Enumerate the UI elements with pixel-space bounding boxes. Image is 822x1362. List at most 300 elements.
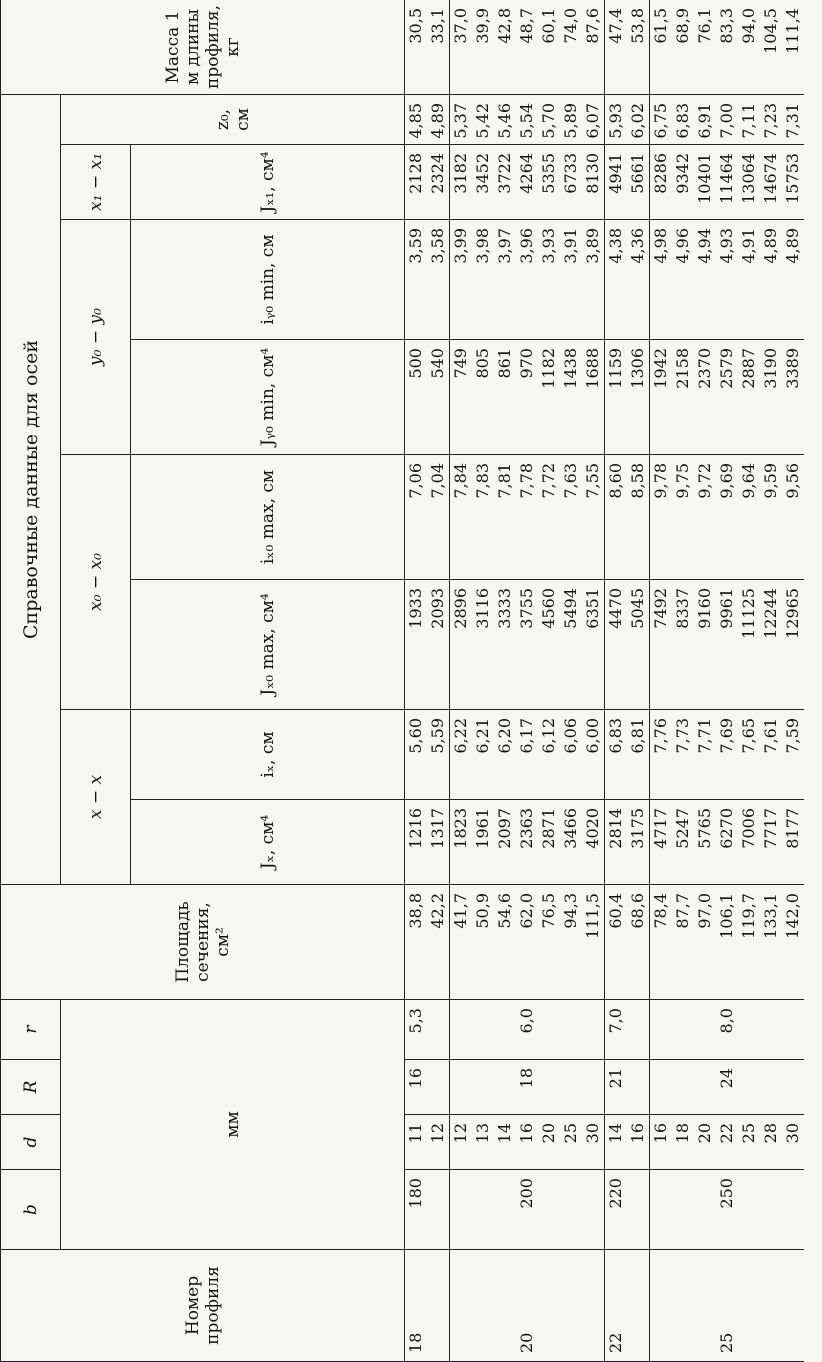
header-axis-x0: x₀ − x₀ [61,455,131,710]
cell-r [672,1000,694,1060]
cell-r [650,1060,673,1115]
cell-jy0: 500 [405,340,428,455]
cell-jx: 8177 [782,800,804,885]
cell-mass: 30,5 [405,0,428,95]
cell-z0: 4,89 [427,95,450,145]
cell-jx: 5247 [672,800,694,885]
cell-jy0: 749 [450,340,473,455]
cell-jx: 1961 [472,800,494,885]
table-row [760,0,782,1362]
cell-z0: 6,83 [672,95,694,145]
table-row [672,0,694,1362]
header-Jx0: Jₓ₀ max, см⁴ [131,580,405,710]
cell-jy0: 2579 [716,340,738,455]
cell-z0: 6,75 [650,95,673,145]
cell-r: 21 [605,1060,628,1115]
cell-d: 28 [760,1115,782,1170]
cell-z0: 5,46 [494,95,516,145]
table-body [405,0,805,1362]
cell-iy0: 3,91 [560,220,582,340]
header-z0: z₀, см [61,95,405,145]
header-r: r [1,1000,61,1060]
cell-d: 14 [605,1115,628,1170]
table-row [538,0,560,1362]
cell-b: 250 [716,1170,738,1250]
cell-jx: 4020 [582,800,605,885]
cell-jx1: 5355 [538,145,560,220]
cell-r [672,1060,694,1115]
cell-iy0: 3,99 [450,220,473,340]
cell-ix: 6,21 [472,710,494,800]
cell-ix0: 7,81 [494,455,516,580]
cell-r [760,1000,782,1060]
cell-ix0: 7,63 [560,455,582,580]
cell-jx1: 3452 [472,145,494,220]
cell-r [427,1000,450,1060]
cell-jx: 3175 [627,800,650,885]
cell-area: 87,7 [672,885,694,1000]
cell-d: 22 [716,1115,738,1170]
table-row [738,0,760,1362]
table-row [650,0,673,1362]
cell-no [472,1250,494,1362]
cell-z0: 6,02 [627,95,650,145]
cell-d: 16 [627,1115,650,1170]
cell-jy0: 1182 [538,340,560,455]
cell-jx1: 9342 [672,145,694,220]
cell-ix: 6,22 [450,710,473,800]
cell-r [560,1060,582,1115]
cell-mass: 37,0 [450,0,473,95]
cell-mass: 68,9 [672,0,694,95]
cell-z0: 5,93 [605,95,628,145]
table-row [694,0,716,1362]
cell-r [627,1000,650,1060]
cell-jy0: 2887 [738,340,760,455]
cell-z0: 5,37 [450,95,473,145]
cell-iy0: 4,91 [738,220,760,340]
cell-jx0: 3333 [494,580,516,710]
cell-jy0: 540 [427,340,450,455]
cell-ix: 6,17 [516,710,538,800]
cell-b [494,1170,516,1250]
cell-jx0: 12244 [760,580,782,710]
cell-no [782,1250,804,1362]
cell-b: 200 [516,1170,538,1250]
header-ix0: iₓ₀ max, см [131,455,405,580]
cell-iy0: 3,97 [494,220,516,340]
cell-area: 119,7 [738,885,760,1000]
cell-r [427,1060,450,1115]
header-area: Площадь сечения, см² [1,885,405,1000]
cell-jy0: 1306 [627,340,650,455]
cell-jx1: 15753 [782,145,804,220]
table-row [627,0,650,1362]
cell-area: 94,3 [560,885,582,1000]
cell-no [494,1250,516,1362]
cell-area: 142,0 [782,885,804,1000]
cell-jx: 2814 [605,800,628,885]
cell-z0: 4,85 [405,95,428,145]
cell-ix0: 7,55 [582,455,605,580]
cell-no [582,1250,605,1362]
cell-jx: 3466 [560,800,582,885]
cell-no: 20 [516,1250,538,1362]
cell-no [760,1250,782,1362]
cell-r [494,1060,516,1115]
cell-b [694,1170,716,1250]
table-row [782,0,804,1362]
cell-b [472,1170,494,1250]
header-iy0: iᵧ₀ min, см [131,220,405,340]
cell-r [472,1000,494,1060]
cell-jx0: 12965 [782,580,804,710]
cell-no [538,1250,560,1362]
cell-b: 180 [405,1170,428,1250]
table-row [716,0,738,1362]
cell-ix: 5,59 [427,710,450,800]
cell-b [627,1170,650,1250]
cell-r: 8,0 [716,1000,738,1060]
cell-z0: 5,54 [516,95,538,145]
cell-d: 18 [672,1115,694,1170]
cell-mass: 83,3 [716,0,738,95]
cell-no: 25 [716,1250,738,1362]
cell-mass: 39,9 [472,0,494,95]
cell-b [427,1170,450,1250]
cell-r [582,1060,605,1115]
cell-b [450,1170,473,1250]
cell-area: 133,1 [760,885,782,1000]
cell-r: 5,3 [405,1000,428,1060]
header-Jx: Jₓ, см⁴ [131,800,405,885]
cell-b [582,1170,605,1250]
header-axis-x: x − x [61,710,131,885]
cell-jx0: 3755 [516,580,538,710]
cell-jx0: 7492 [650,580,673,710]
cell-area: 38,8 [405,885,428,1000]
cell-iy0: 4,98 [650,220,673,340]
cell-ix: 7,71 [694,710,716,800]
cell-jx: 2363 [516,800,538,885]
cell-area: 50,9 [472,885,494,1000]
cell-z0: 6,91 [694,95,716,145]
cell-jx0: 9160 [694,580,716,710]
table-row [494,0,516,1362]
table-row [560,0,582,1362]
cell-r: 16 [405,1060,428,1115]
cell-ix0: 9,59 [760,455,782,580]
cell-d: 30 [782,1115,804,1170]
cell-iy0: 4,94 [694,220,716,340]
cell-d: 14 [494,1115,516,1170]
cell-ix0: 9,69 [716,455,738,580]
cell-d: 16 [516,1115,538,1170]
cell-jx1: 13064 [738,145,760,220]
cell-jx0: 3116 [472,580,494,710]
cell-ix: 7,65 [738,710,760,800]
cell-iy0: 4,36 [627,220,650,340]
cell-jy0: 2370 [694,340,716,455]
table-row [450,0,473,1362]
cell-ix0: 9,75 [672,455,694,580]
cell-z0: 7,31 [782,95,804,145]
cell-jx: 2097 [494,800,516,885]
cell-ix: 7,76 [650,710,673,800]
cell-jy0: 1942 [650,340,673,455]
cell-ix: 6,06 [560,710,582,800]
cell-area: 68,6 [627,885,650,1000]
cell-ix: 6,12 [538,710,560,800]
cell-z0: 7,11 [738,95,760,145]
cell-mass: 33,1 [427,0,450,95]
cell-mass: 60,1 [538,0,560,95]
cell-z0: 5,89 [560,95,582,145]
cell-area: 41,7 [450,885,473,1000]
cell-ix0: 7,06 [405,455,428,580]
cell-jx0: 4470 [605,580,628,710]
cell-z0: 5,70 [538,95,560,145]
cell-area: 97,0 [694,885,716,1000]
cell-no [560,1250,582,1362]
cell-r [760,1060,782,1115]
cell-r [472,1060,494,1115]
cell-r: 18 [516,1060,538,1115]
cell-ix: 7,73 [672,710,694,800]
cell-mass: 111,4 [782,0,804,95]
cell-d: 16 [650,1115,673,1170]
cell-jx1: 11464 [716,145,738,220]
header-Jy0: Jᵧ₀ min, см⁴ [131,340,405,455]
cell-r [627,1060,650,1115]
header-d: d [1,1115,61,1170]
cell-jx: 5765 [694,800,716,885]
cell-jx1: 4264 [516,145,538,220]
cell-b [560,1170,582,1250]
cell-no: 18 [405,1250,428,1362]
cell-area: 60,4 [605,885,628,1000]
header-axis-y0: y₀ − y₀ [61,220,131,455]
cell-jx0: 6351 [582,580,605,710]
cell-area: 111,5 [582,885,605,1000]
cell-mass: 74,0 [560,0,582,95]
cell-d: 30 [582,1115,605,1170]
cell-ix: 7,61 [760,710,782,800]
cell-jx1: 10401 [694,145,716,220]
header-reference: Справочные данные для осей [1,95,61,885]
cell-no [694,1250,716,1362]
cell-jx0: 2896 [450,580,473,710]
cell-jx1: 2128 [405,145,428,220]
cell-iy0: 3,96 [516,220,538,340]
cell-r: 6,0 [516,1000,538,1060]
cell-d: 25 [738,1115,760,1170]
cell-mass: 42,8 [494,0,516,95]
cell-b [760,1170,782,1250]
cell-ix: 7,59 [782,710,804,800]
cell-ix: 7,69 [716,710,738,800]
cell-z0: 7,00 [716,95,738,145]
cell-iy0: 3,59 [405,220,428,340]
cell-jx: 1823 [450,800,473,885]
cell-jx0: 11125 [738,580,760,710]
cell-iy0: 3,93 [538,220,560,340]
header-ix: iₓ, см [131,710,405,800]
cell-jx: 7006 [738,800,760,885]
cell-ix: 6,00 [582,710,605,800]
cell-ix: 5,60 [405,710,428,800]
header-mass: Масса 1 м длины профиля, кг [1,0,405,95]
cell-b [650,1170,673,1250]
cell-jx1: 3182 [450,145,473,220]
table-row [472,0,494,1362]
cell-jx1: 8286 [650,145,673,220]
cell-ix0: 7,04 [427,455,450,580]
cell-no [650,1250,673,1362]
cell-r [538,1000,560,1060]
cell-ix0: 8,58 [627,455,650,580]
cell-ix0: 7,72 [538,455,560,580]
cell-ix0: 9,78 [650,455,673,580]
cell-ix0: 9,64 [738,455,760,580]
cell-area: 106,1 [716,885,738,1000]
cell-r [538,1060,560,1115]
cell-jx1: 3722 [494,145,516,220]
cell-r [782,1060,804,1115]
cell-r [782,1000,804,1060]
cell-jy0: 970 [516,340,538,455]
cell-jx0: 2093 [427,580,450,710]
cell-jy0: 861 [494,340,516,455]
cell-mass: 104,5 [760,0,782,95]
cell-ix: 6,20 [494,710,516,800]
cell-jx1: 5661 [627,145,650,220]
cell-d: 25 [560,1115,582,1170]
cell-iy0: 4,89 [760,220,782,340]
header-b: b [1,1170,61,1250]
cell-ix0: 9,56 [782,455,804,580]
cell-z0: 7,23 [760,95,782,145]
cell-jx1: 4941 [605,145,628,220]
cell-r [694,1000,716,1060]
cell-mass: 48,7 [516,0,538,95]
cell-ix0: 9,72 [694,455,716,580]
cell-d: 12 [450,1115,473,1170]
header-axis-x1: x₁ − x₁ [61,145,131,220]
cell-d: 20 [694,1115,716,1170]
table-row [427,0,450,1362]
cell-d: 13 [472,1115,494,1170]
table-row [605,0,628,1362]
cell-jx0: 4560 [538,580,560,710]
cell-ix: 6,83 [605,710,628,800]
cell-b [538,1170,560,1250]
cell-r [560,1000,582,1060]
cell-z0: 5,42 [472,95,494,145]
cell-mass: 47,4 [605,0,628,95]
cell-r [582,1000,605,1060]
cell-iy0: 4,89 [782,220,804,340]
cell-no [450,1250,473,1362]
cell-mass: 94,0 [738,0,760,95]
table-row [405,0,428,1362]
cell-jx: 4717 [650,800,673,885]
cell-jx: 2871 [538,800,560,885]
cell-jy0: 2158 [672,340,694,455]
cell-r [450,1060,473,1115]
table-header [1,0,405,1362]
cell-jx0: 1933 [405,580,428,710]
cell-r: 7,0 [605,1000,628,1060]
table-row [516,0,538,1362]
cell-jy0: 1159 [605,340,628,455]
cell-d: 12 [427,1115,450,1170]
cell-jy0: 3190 [760,340,782,455]
cell-jx0: 8337 [672,580,694,710]
cell-d: 11 [405,1115,428,1170]
header-mm: мм [61,1000,405,1250]
cell-jy0: 805 [472,340,494,455]
cell-mass: 61,5 [650,0,673,95]
cell-jx1: 8130 [582,145,605,220]
cell-jx0: 5494 [560,580,582,710]
cell-r [494,1000,516,1060]
cell-r [694,1060,716,1115]
cell-jy0: 1438 [560,340,582,455]
cell-jx: 1317 [427,800,450,885]
cell-jy0: 3389 [782,340,804,455]
cell-z0: 6,07 [582,95,605,145]
cell-jx0: 5045 [627,580,650,710]
header-profile-number: Номер профиля [1,1250,405,1362]
cell-no [738,1250,760,1362]
cell-iy0: 3,58 [427,220,450,340]
cell-jy0: 1688 [582,340,605,455]
cell-ix0: 7,84 [450,455,473,580]
cell-mass: 76,1 [694,0,716,95]
cell-iy0: 3,98 [472,220,494,340]
cell-r [450,1000,473,1060]
cell-b [672,1170,694,1250]
cell-jx: 7717 [760,800,782,885]
cell-d: 20 [538,1115,560,1170]
cell-r [650,1000,673,1060]
cell-area: 78,4 [650,885,673,1000]
cell-b: 220 [605,1170,628,1250]
cell-b [782,1170,804,1250]
cell-r [738,1000,760,1060]
cell-r [738,1060,760,1115]
cell-r: 24 [716,1060,738,1115]
cell-ix0: 7,78 [516,455,538,580]
cell-ix: 6,81 [627,710,650,800]
header-R: R [1,1060,61,1115]
cell-iy0: 4,96 [672,220,694,340]
cell-ix0: 7,83 [472,455,494,580]
cell-jx1: 14674 [760,145,782,220]
cell-jx0: 9961 [716,580,738,710]
cell-area: 62,0 [516,885,538,1000]
cell-mass: 53,8 [627,0,650,95]
cell-area: 42,2 [427,885,450,1000]
cell-b [738,1170,760,1250]
cell-no [427,1250,450,1362]
cell-area: 76,5 [538,885,560,1000]
cell-jx1: 2324 [427,145,450,220]
cell-jx: 1216 [405,800,428,885]
cell-jx: 6270 [716,800,738,885]
cell-area: 54,6 [494,885,516,1000]
